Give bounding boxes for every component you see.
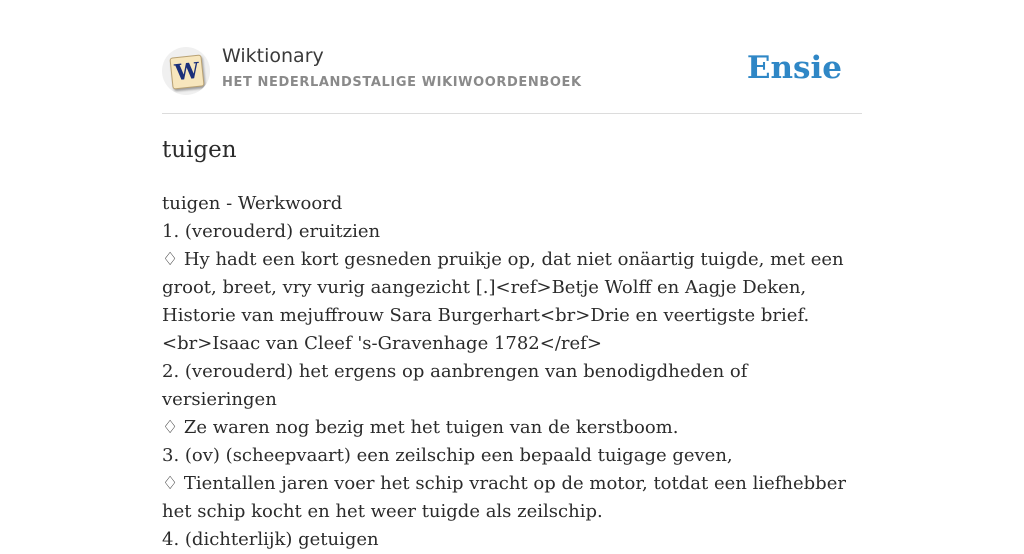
example-line: ♢ Tientallen jaren voer het schip vracht op de motor, totdat een liefhebber het schip kocht en het weer tuigde als zeilschip.	[162, 473, 846, 522]
definition-line: 4. (dichterlijk) getuigen	[162, 529, 379, 550]
wiktionary-logo[interactable]	[162, 47, 210, 95]
logo-tile-icon: W	[169, 54, 204, 89]
header	[162, 0, 862, 114]
definition-line: 1. (verouderd) eruitzien	[162, 221, 381, 242]
definition-line: tuigen - Werkwoord	[162, 193, 343, 214]
definition-line: 3. (ov) (scheepvaart) een zeilschip een bepaald tuigage geven,	[162, 445, 733, 466]
example-line: ♢ Ze waren nog bezig met het tuigen van de kerstboom.	[162, 417, 679, 438]
example-line: ♢ Hy hadt een kort gesneden pruikje op, dat niet onäartig tuigde, met een groot, breet, vry vurig aangezicht [.]<ref>Betje Wolff en Aagje Deken, Historie van mejuffrouw Sara Burgerhart<br>Drie en veertigste brief.<br>Isaac van Cleef 's-Gravenhage 1782</ref>	[162, 249, 844, 354]
site-name[interactable]: Wiktionary	[222, 45, 324, 67]
site-tagline: HET NEDERLANDSTALIGE WIKIWOORDENBOEK	[222, 75, 582, 90]
page	[162, 0, 862, 550]
page-title: tuigen	[162, 137, 237, 163]
definition-line: 2. (verouderd) het ergens op aanbrengen van benodigdheden of versieringen	[162, 361, 748, 410]
ensie-brand-link[interactable]: Ensie	[746, 50, 842, 86]
definition-content	[162, 190, 862, 554]
